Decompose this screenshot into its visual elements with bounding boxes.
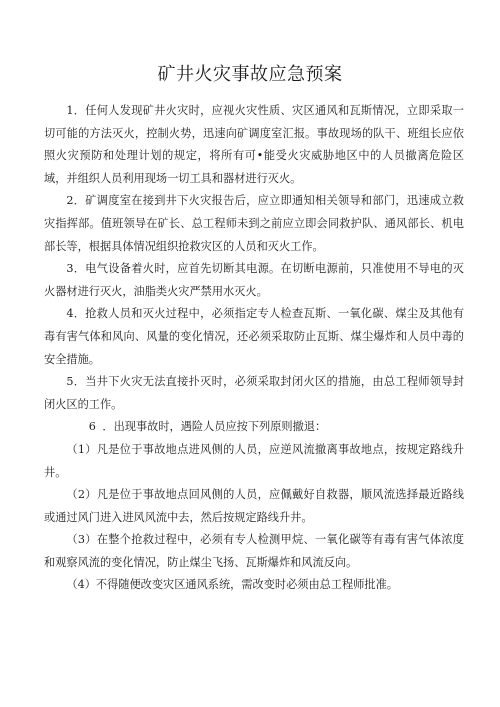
document-title: 矿井火灾事故应急预案 — [157, 64, 343, 85]
paragraph-6-number: 6 — [88, 420, 96, 434]
paragraph-2: 2．矿调度室在接到井下火灾报告后，应立即通知相关领导和部门，迅速成立救灾指挥部。值班领导在矿长、总工程师未到之前应立即会同救护队、通风部长、机电部长等，根据具体情况组织抢救灾区的人员和灭火工作。 — [44, 194, 464, 253]
paragraph-3: 3．电气设备着火时，应首先切断其电源。在切断电源前，只准使用不导电的灭火器材进行灭火，油脂类火灾严禁用水灭火。 — [44, 262, 464, 298]
paragraph-1: 1．任何人发现矿井火灾时，应视火灾性质、灾区通风和瓦斯情况，立即采取一切可能的方法灭火，控制火势，迅速向矿调度室汇报。事故现场的队干、班组长应依照火灾预防和处理计划的规定，将所有可•能受火灾威胁地区中的人员撤离危险区域，并组织人员利用现场一切工具和器材进行灭火。 — [44, 104, 464, 185]
paragraph-5: 5．当井下火灾无法直接扑灭时，必须采取封闭火区的措施，由总工程师领导封闭火区的工作。 — [44, 375, 464, 411]
paragraph-6-text: ．出现事故时，遇险人员应按下列原则撤退： — [102, 420, 327, 434]
sub-item-3: （3）在整个抢救过程中，必须有专人检测甲烷、一氧化碳等有毒有害气体浓度和观察风流的变化情况，防止煤尘飞扬、瓦斯爆炸和风流反向。 — [44, 533, 464, 569]
paragraph-4: 4．抢救人员和灭火过程中，必须指定专人检查瓦斯、一氧化碳、煤尘及其他有毒有害气体和风向、风量的变化情况，还必须采取防止瓦斯、煤尘爆炸和人员中毒的安全措施。 — [44, 307, 464, 366]
sub-item-2: （2）凡是位于事故地点回风侧的人员，应佩戴好自救器，顺风流选择最近路线或通过风门进入进风风流中去，然后按规定路线升井。 — [44, 488, 464, 524]
sub-item-1: （1）凡是位于事故地点进风侧的人员，应逆风流撤离事故地点，按规定路线升井。 — [44, 442, 464, 479]
sub-item-4: （4）不得随便改变灾区通风系统，需改变时必须由总工程师批准。 — [66, 578, 398, 592]
paragraph-6 — [44, 416, 464, 439]
document-body — [44, 100, 464, 597]
